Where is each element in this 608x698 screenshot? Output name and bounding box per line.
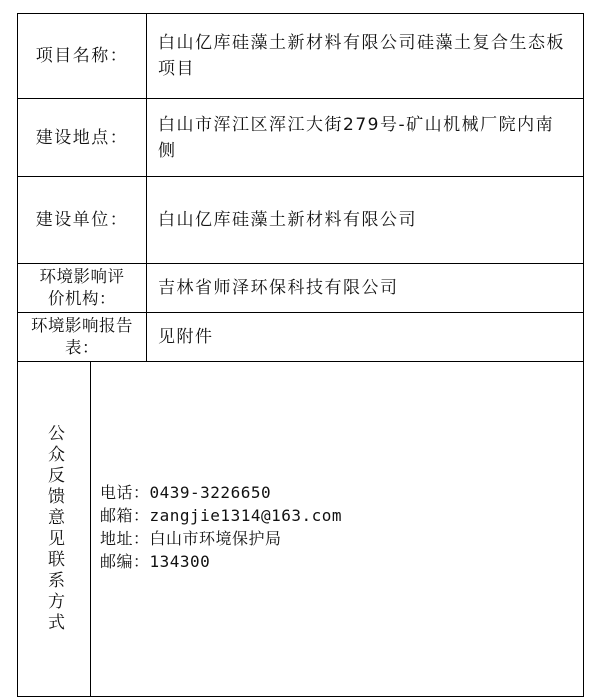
eia-agency-value: 吉林省师泽环保科技有限公司: [158, 278, 399, 298]
contact-email: 邮箱：zangjie1314@163.com: [100, 506, 343, 525]
builder-value: 白山亿库硅藻土新材料有限公司: [158, 210, 417, 230]
eia-report-label: 环境影响报告表：: [31, 316, 133, 357]
feedback-label: 公众反馈意见联系方式: [44, 424, 64, 634]
project-name-label: 项目名称：: [35, 46, 129, 66]
row-divider: [17, 361, 584, 362]
builder-label: 建设单位：: [35, 210, 129, 230]
contact-phone: 电话：0439-3226650: [100, 483, 272, 502]
contact-info: [100, 481, 342, 573]
location-value: 白山市浑江区浑江大街279号-矿山机械厂院内南侧: [158, 114, 555, 161]
eia-report-value: 见附件: [158, 327, 214, 347]
contact-postcode: 邮编：134300: [100, 552, 211, 571]
column-divider: [146, 13, 147, 362]
column-divider: [90, 361, 91, 697]
project-name-value: 白山亿库硅藻土新材料有限公司硅藻土复合生态板项目: [158, 33, 565, 79]
location-label: 建设地点：: [35, 127, 129, 148]
eia-agency-label: 环境影响评价机构：: [39, 267, 125, 308]
contact-address: 地址：白山市环境保护局: [100, 529, 282, 548]
